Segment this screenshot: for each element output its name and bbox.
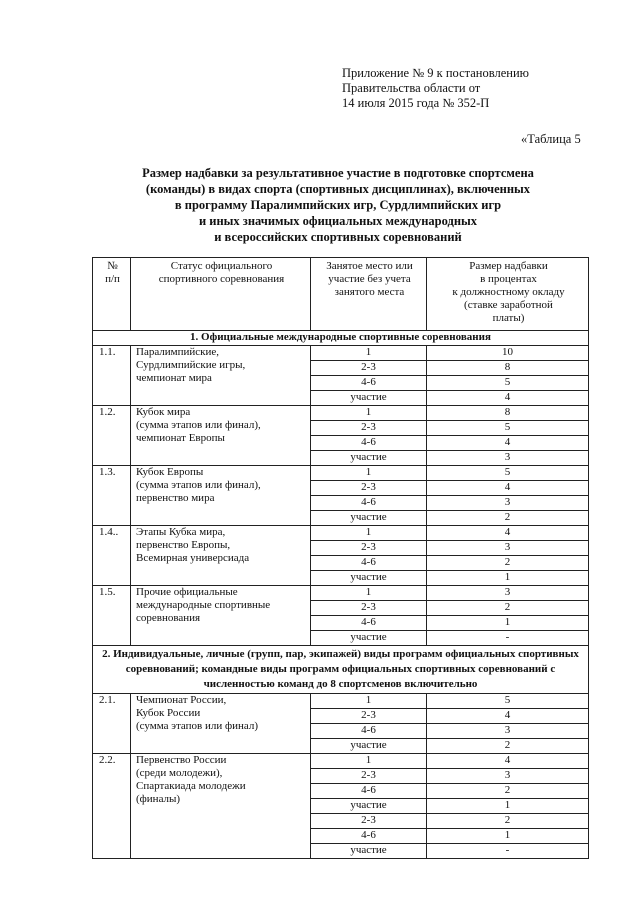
place-cell: 2-3 [311, 541, 427, 556]
section-title-row [93, 331, 589, 346]
place-cell: 2-3 [311, 421, 427, 436]
percent-cell: 5 [427, 376, 589, 391]
table-row [93, 526, 589, 541]
item-number: 2.2. [93, 754, 131, 859]
place-cell: участие [311, 391, 427, 406]
place-cell: 4-6 [311, 616, 427, 631]
header-place: Занятое место или участие без учета занятого места [311, 258, 427, 331]
place-cell: участие [311, 739, 427, 754]
item-number: 2.1. [93, 694, 131, 754]
section-title-row [93, 646, 589, 694]
title-line: в программу Паралимпийских игр, Сурдлимпийских игр [174, 198, 502, 212]
competition-status: Этапы Кубка мира, первенство Европы, Всемирная универсиада [131, 526, 311, 586]
percent-cell: 3 [427, 586, 589, 601]
place-cell: участие [311, 631, 427, 646]
table-row [93, 586, 589, 601]
percent-cell: 4 [427, 709, 589, 724]
place-cell: 2-3 [311, 601, 427, 616]
place-cell: 4-6 [311, 829, 427, 844]
percent-cell: - [427, 631, 589, 646]
item-number: 1.5. [93, 586, 131, 646]
table-row [93, 406, 589, 421]
percent-cell: 4 [427, 481, 589, 496]
percent-cell: 2 [427, 739, 589, 754]
place-cell: 1 [311, 406, 427, 421]
item-number: 1.2. [93, 406, 131, 466]
percent-cell: 3 [427, 724, 589, 739]
item-number: 1.3. [93, 466, 131, 526]
place-cell: участие [311, 451, 427, 466]
item-number: 1.4.. [93, 526, 131, 586]
percent-cell: 1 [427, 799, 589, 814]
percent-cell: 1 [427, 616, 589, 631]
percent-cell: 4 [427, 526, 589, 541]
place-cell: участие [311, 844, 427, 859]
competition-status: Кубок Европы (сумма этапов или финал), первенство мира [131, 466, 311, 526]
percent-cell: 3 [427, 541, 589, 556]
table-number: «Таблица 5 [521, 132, 581, 146]
section-title: 1. Официальные международные спортивные соревнования [93, 331, 589, 346]
header-num: № п/п [93, 258, 131, 331]
place-cell: 1 [311, 694, 427, 709]
header-percent: Размер надбавки в процентах к должностному окладу (ставке заработной платы) [427, 258, 589, 331]
percent-cell: 1 [427, 829, 589, 844]
title-line: и всероссийских спортивных соревнований [214, 230, 462, 244]
table-header-row [93, 258, 589, 331]
percent-cell: 8 [427, 361, 589, 376]
place-cell: 4-6 [311, 724, 427, 739]
table-row [93, 694, 589, 709]
table-row [93, 466, 589, 481]
place-cell: 4-6 [311, 376, 427, 391]
competition-status: Первенство России (среди молодежи), Спартакиада молодежи (финалы) [131, 754, 311, 859]
table-row [93, 754, 589, 769]
place-cell: 4-6 [311, 784, 427, 799]
percent-cell: 8 [427, 406, 589, 421]
document-header [342, 66, 529, 111]
place-cell: 2-3 [311, 481, 427, 496]
bonus-table [92, 257, 589, 859]
table-body [93, 331, 589, 859]
competition-status: Кубок мира (сумма этапов или финал), чемпионат Европы [131, 406, 311, 466]
percent-cell: 4 [427, 754, 589, 769]
percent-cell: 5 [427, 466, 589, 481]
percent-cell: 2 [427, 814, 589, 829]
percent-cell: 3 [427, 496, 589, 511]
header-line: 14 июля 2015 года № 352-П [342, 96, 490, 110]
place-cell: 1 [311, 466, 427, 481]
place-cell: 1 [311, 526, 427, 541]
percent-cell: 2 [427, 601, 589, 616]
competition-status: Прочие официальные международные спортивные соревнования [131, 586, 311, 646]
percent-cell: 1 [427, 571, 589, 586]
percent-cell: 2 [427, 556, 589, 571]
place-cell: 1 [311, 754, 427, 769]
item-number: 1.1. [93, 346, 131, 406]
place-cell: 1 [311, 346, 427, 361]
place-cell: 1 [311, 586, 427, 601]
percent-cell: 2 [427, 784, 589, 799]
percent-cell: 5 [427, 694, 589, 709]
document-title [88, 165, 588, 245]
table-row [93, 346, 589, 361]
place-cell: 4-6 [311, 556, 427, 571]
header-status: Статус официального спортивного соревнования [131, 258, 311, 331]
section-title: 2. Индивидуальные, личные (групп, пар, экипажей) виды программ официальных спортивных соревнований; командные виды программ официальных спортивных соревнований с численностью команд до 8 спортсменов включительно [93, 646, 589, 694]
place-cell: 2-3 [311, 709, 427, 724]
place-cell: участие [311, 571, 427, 586]
place-cell: 2-3 [311, 361, 427, 376]
place-cell: 4-6 [311, 496, 427, 511]
competition-status: Паралимпийские, Сурдлимпийские игры, чемпионат мира [131, 346, 311, 406]
percent-cell: 4 [427, 436, 589, 451]
place-cell: участие [311, 511, 427, 526]
header-line: Приложение № 9 к постановлению [342, 66, 529, 80]
header-line: Правительства области от [342, 81, 481, 95]
title-line: (команды) в видах спорта (спортивных дисциплинах), включенных [145, 182, 531, 196]
percent-cell: 3 [427, 769, 589, 784]
percent-cell: 3 [427, 451, 589, 466]
title-line: Размер надбавки за результативное участие в подготовке спортсмена [142, 166, 534, 180]
percent-cell: - [427, 844, 589, 859]
place-cell: 4-6 [311, 436, 427, 451]
place-cell: 2-3 [311, 814, 427, 829]
place-cell: участие [311, 799, 427, 814]
percent-cell: 5 [427, 421, 589, 436]
percent-cell: 10 [427, 346, 589, 361]
place-cell: 2-3 [311, 769, 427, 784]
percent-cell: 2 [427, 511, 589, 526]
competition-status: Чемпионат России, Кубок России (сумма этапов или финал) [131, 694, 311, 754]
percent-cell: 4 [427, 391, 589, 406]
title-line: и иных значимых официальных международных [198, 214, 478, 228]
